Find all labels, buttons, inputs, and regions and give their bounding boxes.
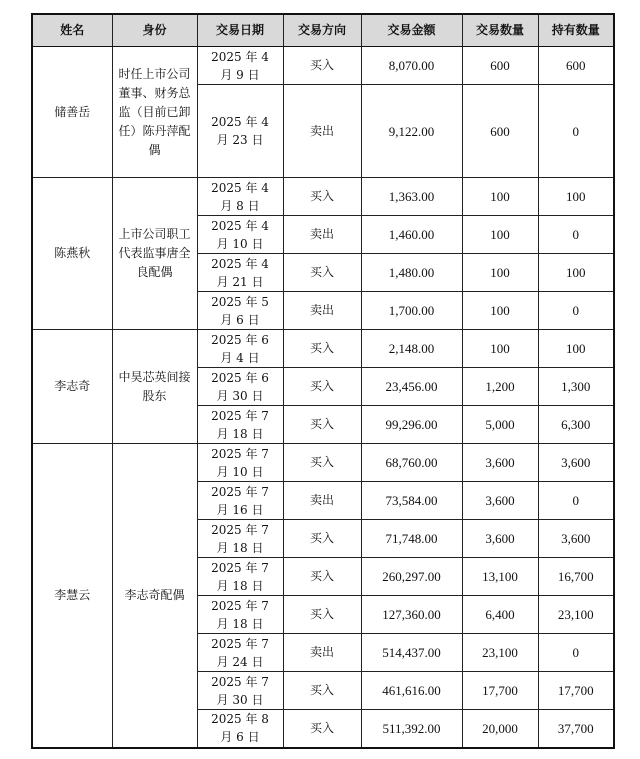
person-identity: 李志奇配偶 — [112, 444, 197, 748]
trade-date — [197, 558, 283, 596]
trade-amount: 461,616.00 — [361, 672, 462, 710]
trade-direction: 买入 — [283, 672, 361, 710]
holding-quantity: 100 — [538, 330, 614, 368]
trade-date — [197, 254, 283, 292]
table-header-row — [32, 14, 614, 47]
trade-date-line: 月 8 日 — [220, 198, 260, 213]
trade-quantity: 100 — [462, 330, 538, 368]
trade-amount: 68,760.00 — [361, 444, 462, 482]
trade-date-line: 月 23 日 — [216, 133, 264, 147]
trade-direction: 买入 — [283, 520, 361, 558]
trade-amount: 514,437.00 — [361, 634, 462, 672]
trade-amount: 2,148.00 — [361, 330, 462, 368]
trade-date-line: 月 18 日 — [216, 578, 264, 593]
trade-date-line: 月 4 日 — [220, 350, 260, 365]
person-identity: 时任上市公司董事、财务总监（目前已卸任）陈丹萍配偶 — [112, 47, 197, 178]
trade-date-line: 2025 年 7 — [211, 484, 269, 499]
trade-date-line: 2025 年 7 — [211, 598, 269, 613]
holding-quantity: 0 — [538, 634, 614, 672]
holding-quantity: 1,300 — [538, 368, 614, 406]
trade-amount: 23,456.00 — [361, 368, 462, 406]
trade-amount: 99,296.00 — [361, 406, 462, 444]
trade-quantity: 100 — [462, 254, 538, 292]
trade-date-line: 月 18 日 — [216, 426, 264, 441]
trade-date — [197, 596, 283, 634]
trade-quantity: 3,600 — [462, 520, 538, 558]
trade-date-line: 2025 年 8 — [211, 712, 269, 727]
trade-direction: 买入 — [283, 596, 361, 634]
holding-quantity: 3,600 — [538, 520, 614, 558]
header-date: 交易日期 — [197, 14, 283, 47]
trade-quantity: 100 — [462, 178, 538, 216]
trade-direction: 买入 — [283, 368, 361, 406]
trade-direction: 买入 — [283, 558, 361, 596]
header-holding: 持有数量 — [538, 14, 614, 47]
holding-quantity: 37,700 — [538, 710, 614, 748]
trade-direction: 买入 — [283, 330, 361, 368]
trade-date-line: 2025 年 7 — [211, 522, 269, 537]
trade-date-line: 月 24 日 — [216, 654, 264, 669]
table-row — [32, 444, 614, 482]
trade-amount: 1,363.00 — [361, 178, 462, 216]
trade-direction: 买入 — [283, 710, 361, 748]
trade-date-line: 2025 年 7 — [211, 674, 269, 689]
trade-quantity: 3,600 — [462, 444, 538, 482]
trade-date — [197, 216, 283, 254]
trade-date-line: 月 16 日 — [216, 502, 264, 517]
trade-date — [197, 710, 283, 748]
trade-date-line: 2025 年 6 — [211, 332, 269, 347]
trade-date-line: 2025 年 7 — [211, 408, 269, 423]
trade-amount: 8,070.00 — [361, 47, 462, 85]
trade-date — [197, 178, 283, 216]
trade-date — [197, 368, 283, 406]
trade-quantity: 13,100 — [462, 558, 538, 596]
holding-quantity: 0 — [538, 292, 614, 330]
person-identity: 上市公司职工代表监事唐全良配偶 — [112, 178, 197, 330]
trade-quantity: 17,700 — [462, 672, 538, 710]
trade-date-line: 月 18 日 — [216, 616, 264, 631]
header-quantity: 交易数量 — [462, 14, 538, 47]
holding-quantity: 3,600 — [538, 444, 614, 482]
trade-date-line: 月 21 日 — [216, 274, 264, 289]
trade-amount: 1,480.00 — [361, 254, 462, 292]
header-direction: 交易方向 — [283, 14, 361, 47]
person-name: 李志奇 — [32, 330, 112, 444]
trade-amount: 9,122.00 — [361, 85, 462, 178]
trade-amount: 1,460.00 — [361, 216, 462, 254]
holding-quantity: 17,700 — [538, 672, 614, 710]
trade-date-line: 2025 年 5 — [211, 294, 269, 309]
trade-date-line: 月 18 日 — [216, 540, 264, 555]
trade-date — [197, 330, 283, 368]
trade-date-line: 2025 年 4 — [211, 180, 269, 195]
trade-date-line: 2025 年 6 — [211, 370, 269, 385]
trade-direction: 卖出 — [283, 292, 361, 330]
trade-date — [197, 444, 283, 482]
trade-quantity: 600 — [462, 47, 538, 85]
trade-direction: 卖出 — [283, 482, 361, 520]
header-amount: 交易金额 — [361, 14, 462, 47]
trade-direction: 卖出 — [283, 85, 361, 178]
trade-date — [197, 406, 283, 444]
trade-date-line: 月 6 日 — [220, 730, 260, 745]
trade-date-line: 月 6 日 — [220, 312, 260, 327]
trade-quantity: 6,400 — [462, 596, 538, 634]
trade-quantity: 23,100 — [462, 634, 538, 672]
holding-quantity: 100 — [538, 254, 614, 292]
trade-amount: 71,748.00 — [361, 520, 462, 558]
table-body — [32, 47, 614, 748]
trade-date — [197, 482, 283, 520]
trade-amount: 127,360.00 — [361, 596, 462, 634]
trade-date-line: 2025 年 7 — [211, 560, 269, 575]
trade-date — [197, 85, 283, 178]
trade-direction: 买入 — [283, 178, 361, 216]
holding-quantity: 100 — [538, 178, 614, 216]
header-name: 姓名 — [32, 14, 112, 47]
trade-date — [197, 47, 283, 85]
trade-quantity: 100 — [462, 292, 538, 330]
trade-date-line: 月 9 日 — [220, 67, 260, 82]
trade-quantity: 1,200 — [462, 368, 538, 406]
transaction-table — [31, 13, 615, 749]
trade-date-line: 月 30 日 — [216, 692, 264, 707]
holding-quantity: 0 — [538, 216, 614, 254]
trade-date — [197, 520, 283, 558]
table-row — [32, 178, 614, 216]
trade-date-line: 2025 年 4 — [211, 49, 269, 64]
trade-date-line: 2025 年 7 — [211, 636, 269, 651]
trade-quantity: 600 — [462, 85, 538, 178]
person-name: 陈燕秋 — [32, 178, 112, 330]
trade-direction: 卖出 — [283, 216, 361, 254]
trade-date-line: 2025 年 4 — [211, 218, 269, 233]
person-identity: 中昊芯英间接股东 — [112, 330, 197, 444]
header-identity: 身份 — [112, 14, 197, 47]
trade-direction: 买入 — [283, 406, 361, 444]
trade-direction: 买入 — [283, 444, 361, 482]
trade-direction: 买入 — [283, 47, 361, 85]
trade-date-line: 月 10 日 — [216, 236, 264, 251]
trade-amount: 260,297.00 — [361, 558, 462, 596]
table-row — [32, 330, 614, 368]
trade-date — [197, 634, 283, 672]
trade-quantity: 3,600 — [462, 482, 538, 520]
holding-quantity: 6,300 — [538, 406, 614, 444]
trade-direction: 卖出 — [283, 634, 361, 672]
table-row — [32, 47, 614, 85]
trade-amount: 73,584.00 — [361, 482, 462, 520]
trade-date-line: 月 30 日 — [216, 388, 264, 403]
holding-quantity: 16,700 — [538, 558, 614, 596]
trade-date-line: 2025 年 7 — [211, 446, 269, 461]
trade-quantity: 20,000 — [462, 710, 538, 748]
person-name: 储善岳 — [32, 47, 112, 178]
trade-amount: 511,392.00 — [361, 710, 462, 748]
holding-quantity: 600 — [538, 47, 614, 85]
person-name: 李慧云 — [32, 444, 112, 748]
trade-amount: 1,700.00 — [361, 292, 462, 330]
holding-quantity: 23,100 — [538, 596, 614, 634]
holding-quantity: 0 — [538, 85, 614, 178]
trade-date-line: 2025 年 4 — [211, 256, 269, 271]
trade-date-line: 2025 年 4 — [211, 115, 269, 129]
trade-date — [197, 292, 283, 330]
trade-date-line: 月 10 日 — [216, 464, 264, 479]
trade-quantity: 100 — [462, 216, 538, 254]
trade-direction: 买入 — [283, 254, 361, 292]
holding-quantity: 0 — [538, 482, 614, 520]
trade-date — [197, 672, 283, 710]
trade-quantity: 5,000 — [462, 406, 538, 444]
